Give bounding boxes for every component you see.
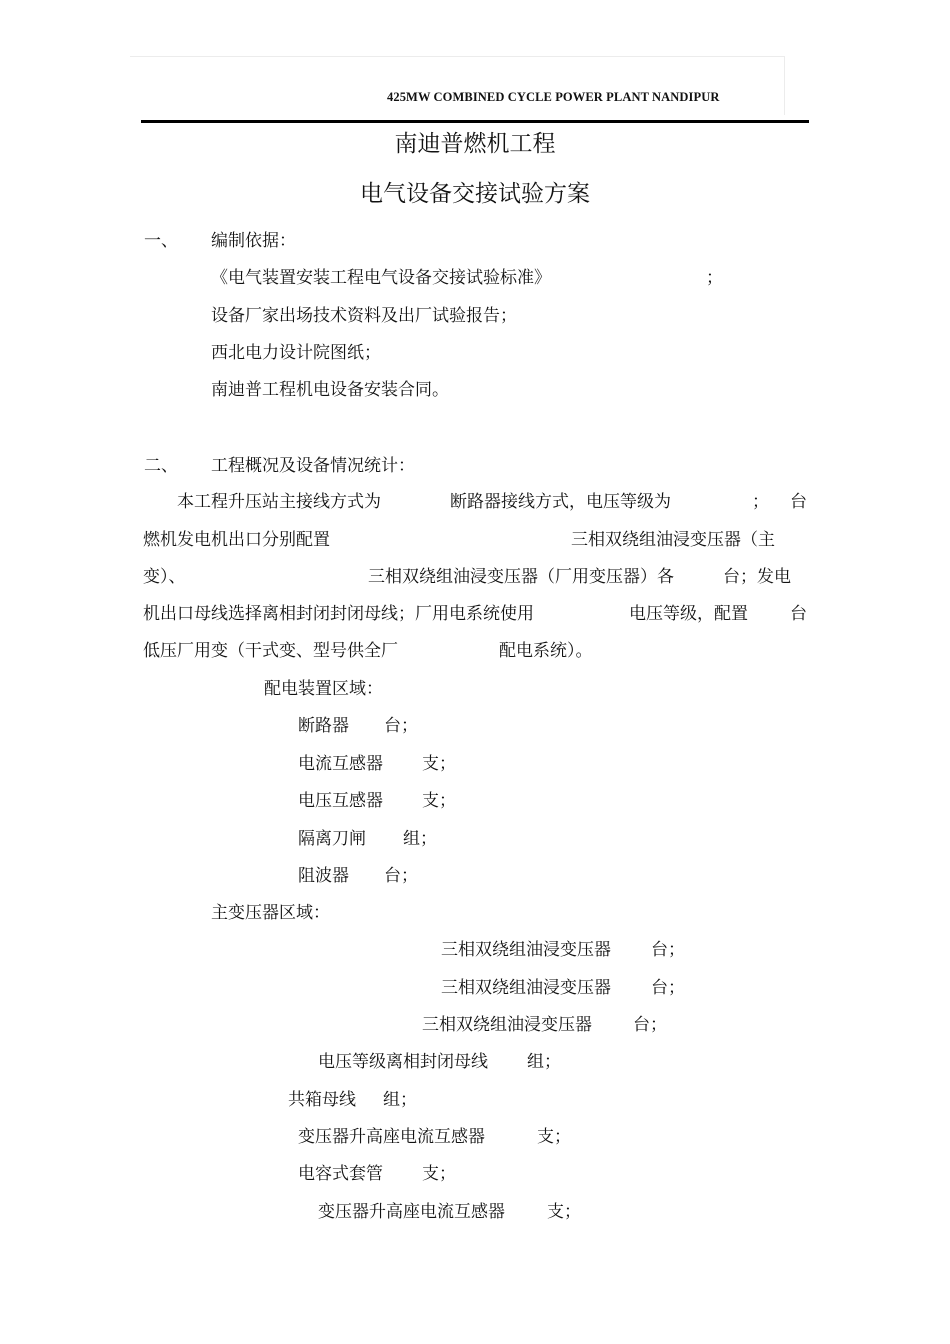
section1-item-4: 南迪普工程机电设备安装合同。 — [211, 380, 449, 400]
section1-item-3: 西北电力设计院图纸； — [211, 343, 381, 363]
header-rule — [141, 120, 809, 123]
equipment-unit: 支； — [547, 1202, 581, 1222]
section2-title: 工程概况及设备情况统计： — [211, 456, 415, 476]
overview-text: 低压厂用变（干式变、型号供全厂 — [143, 641, 398, 661]
overview-text: 台；发电 — [723, 567, 791, 587]
overview-text: 本工程升压站主接线方式为 — [177, 492, 381, 512]
overview-text: 电压等级，配置 — [629, 604, 748, 624]
equipment-name: 断路器 — [298, 716, 349, 736]
equipment-name: 三相双绕组油浸变压器 — [441, 940, 611, 960]
section1-title: 编制依据： — [211, 231, 296, 251]
equipment-unit: 支； — [537, 1127, 571, 1147]
equipment-unit: 台； — [384, 716, 418, 736]
equipment-name: 三相双绕组油浸变压器 — [441, 978, 611, 998]
overview-line-4 — [143, 603, 808, 625]
overview-line-3 — [143, 566, 808, 588]
overview-text: 燃机发电机出口分别配置 — [143, 530, 330, 550]
overview-text: 台 — [790, 492, 807, 512]
equipment-name: 共箱母线 — [288, 1090, 356, 1110]
equipment-unit: 支； — [422, 1164, 456, 1184]
equipment-unit: 组； — [403, 829, 437, 849]
equipment-unit: 台； — [384, 866, 418, 886]
overview-text: 断路器接线方式，电压等级为 — [450, 492, 671, 512]
document-title-line2: 电气设备交接试验方案 — [360, 181, 590, 207]
overview-text: 三相双绕组油浸变压器（厂用变压器）各 — [368, 567, 674, 587]
section1-item-1: 《电气装置安装工程电气设备交接试验标准》 — [211, 268, 551, 288]
equipment-name: 隔离刀闸 — [298, 829, 366, 849]
equipment-unit: 组； — [527, 1052, 561, 1072]
equipment-unit: 台； — [651, 940, 685, 960]
header-frame — [130, 56, 785, 115]
equipment-unit: 支； — [422, 754, 456, 774]
section1-item-2: 设备厂家出场技术资料及出厂试验报告； — [211, 306, 517, 326]
equipment-name: 三相双绕组油浸变压器 — [422, 1015, 592, 1035]
header-project-title: 425MW COMBINED CYCLE POWER PLANT NANDIPUR — [387, 90, 720, 104]
equipment-unit: 组； — [383, 1090, 417, 1110]
overview-line-1 — [143, 491, 808, 513]
overview-text: ； — [752, 492, 769, 512]
equipment-name: 变压器升高座电流互感器 — [298, 1127, 485, 1147]
equipment-name: 电压互感器 — [298, 791, 383, 811]
overview-text: 台 — [790, 604, 807, 624]
equipment-name: 电压等级离相封闭母线 — [318, 1052, 488, 1072]
overview-line-5 — [143, 640, 808, 662]
section2-number: 二、 — [144, 456, 178, 476]
overview-line-2 — [143, 529, 808, 551]
equipment-name: 阻波器 — [298, 866, 349, 886]
overview-text: 配电系统）。 — [499, 641, 593, 661]
document-title-line1: 南迪普燃机工程 — [394, 131, 556, 157]
overview-text: 机出口母线选择离相封闭封闭母线；厂用电系统使用 — [143, 604, 534, 624]
section1-item-1-trailing: ； — [706, 268, 723, 288]
section1-number: 一、 — [144, 231, 178, 251]
main-transformer-area-heading: 主变压器区域： — [211, 903, 330, 923]
overview-text: 三相双绕组油浸变压器（主 — [571, 530, 775, 550]
equipment-unit: 支； — [422, 791, 456, 811]
equipment-unit: 台； — [633, 1015, 667, 1035]
equipment-name: 电流互感器 — [298, 754, 383, 774]
equipment-unit: 台； — [651, 978, 685, 998]
switchgear-area-heading: 配电装置区域： — [264, 679, 383, 699]
overview-text: 变）、 — [143, 567, 186, 587]
equipment-name: 电容式套管 — [298, 1164, 383, 1184]
equipment-name: 变压器升高座电流互感器 — [318, 1202, 505, 1222]
